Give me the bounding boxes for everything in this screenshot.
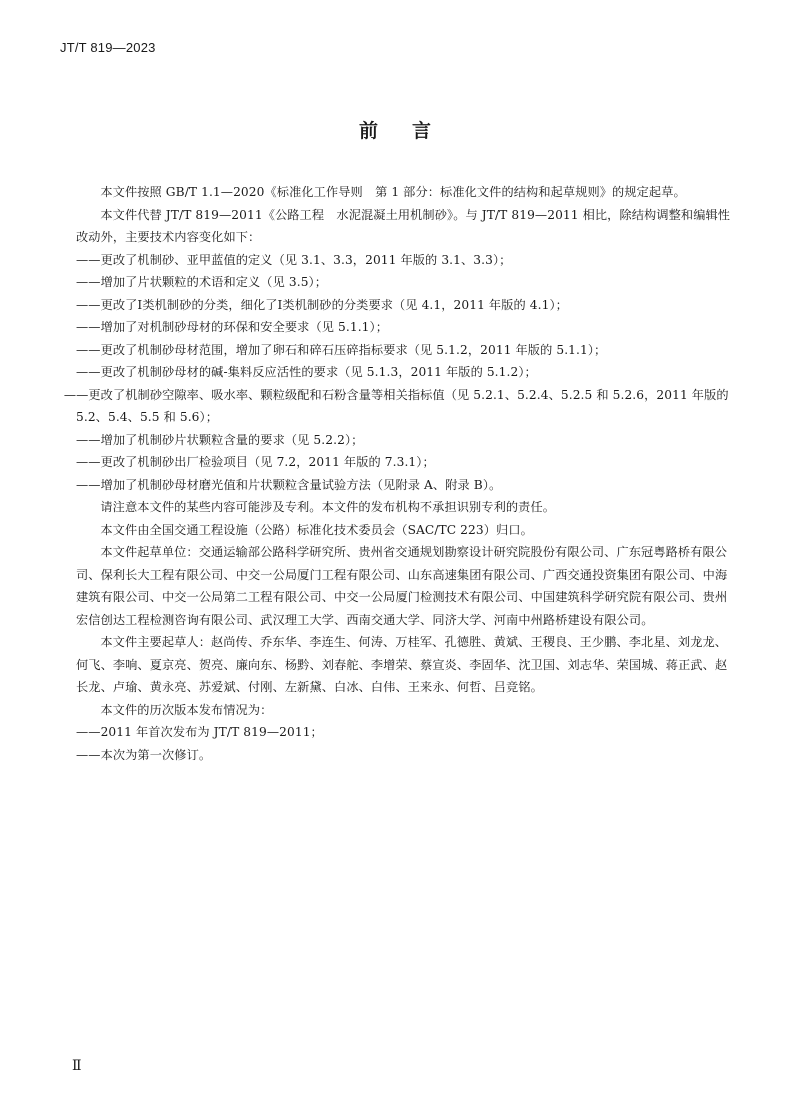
- paragraph-patent-notice: 请注意本文件的某些内容可能涉及专利。本文件的发布机构不承担识别专利的责任。: [100, 500, 556, 514]
- change-item: ——更改了机制砂母材的碱-集料反应活性的要求（见 5.1.3，2011 年版的 5.1.2）；: [76, 365, 537, 379]
- page-title: 前言: [358, 120, 465, 142]
- page-number: Ⅱ: [72, 1058, 82, 1074]
- change-item: ——增加了机制砂母材磨光值和片状颗粒含量试验方法（见附录 A、附录 B）。: [76, 477, 502, 492]
- change-item: ——增加了对机制砂母材的环保和安全要求（见 5.1.1）；: [76, 320, 388, 334]
- change-item: ——增加了片状颗粒的术语和定义（见 3.5）；: [76, 275, 328, 289]
- paragraph-drafting-units: 本文件起草单位：交通运输部公路科学研究所、贵州省交通规划勘察设计研究院股份有限公司、广东冠粤路桥有限公司、保利长大工程有限公司、中交一公局厦门工程有限公司、山东高速集团有限公司、广西交通投资集团有限公司、中海建筑有限公司、中交一公局第二工程有限公司、中交一公局厦门检测技术有限公司、中国建筑科学研究院有限公司、贵州宏信创达工程检测咨询有限公司、武汉理工大学、西南交通大学、同济大学、河南中州路桥建设有限公司。: [76, 545, 728, 627]
- paragraph-drafters: 本文件主要起草人：赵尚传、乔东华、李连生、何涛、万桂军、孔德胜、黄斌、王稷良、王少鹏、李北星、刘龙龙、何飞、李响、夏京亮、贺亮、廉向东、杨黔、刘春舵、李增荣、蔡宣炎、李固华、沈卫国、刘志华、荣国城、蒋正武、赵长龙、卢瑜、黄永亮、苏爱斌、付刚、左新黛、白冰、白伟、王来永、何哲、吕竞铭。: [76, 635, 728, 694]
- document-code: JT/T 819—2023: [60, 40, 156, 55]
- history-item: ——2011 年首次发布为 JT/T 819—2011；: [76, 725, 323, 739]
- change-item: ——更改了Ⅰ类机制砂的分类，细化了Ⅰ类机制砂的分类要求（见 4.1，2011 年版的 4.1）；: [76, 297, 568, 312]
- change-item: ——更改了机制砂出厂检验项目（见 7.2，2011 年版的 7.3.1）；: [76, 455, 435, 469]
- change-item: ——更改了机制砂空隙率、吸水率、颗粒级配和石粉含量等相关指标值（见 5.2.1、5.2.4、5.2.5 和 5.2.6，2011 年版的 5.2、5.4、5.5 和 5.6）；: [63, 387, 729, 424]
- change-item: ——更改了机制砂母材范围，增加了卵石和碎石压碎指标要求（见 5.1.2，2011 年版的 5.1.1）；: [76, 342, 607, 357]
- paragraph-committee: 本文件由全国交通工程设施（公路）标准化技术委员会（SAC/TC 223）归口。: [100, 522, 533, 537]
- foreword-body: [63, 181, 732, 766]
- history-item: ——本次为第一次修订。: [76, 747, 212, 762]
- paragraph-replacement: 本文件代替 JT/T 819—2011《公路工程 水泥混凝土用机制砂》。与 JT/T 819—2011 相比，除结构调整和编辑性改动外，主要技术内容变化如下：: [76, 207, 731, 244]
- paragraph-history-intro: 本文件的历次版本发布情况为：: [100, 702, 273, 717]
- change-item: ——更改了机制砂、亚甲蓝值的定义（见 3.1、3.3，2011 年版的 3.1、3.3）；: [76, 252, 512, 267]
- change-item: ——增加了机制砂片状颗粒含量的要求（见 5.2.2）；: [76, 432, 364, 447]
- paragraph-drafting-rules: 本文件按照 GB/T 1.1—2020《标准化工作导则 第 1 部分：标准化文件的结构和起草规则》的规定起草。: [100, 185, 686, 199]
